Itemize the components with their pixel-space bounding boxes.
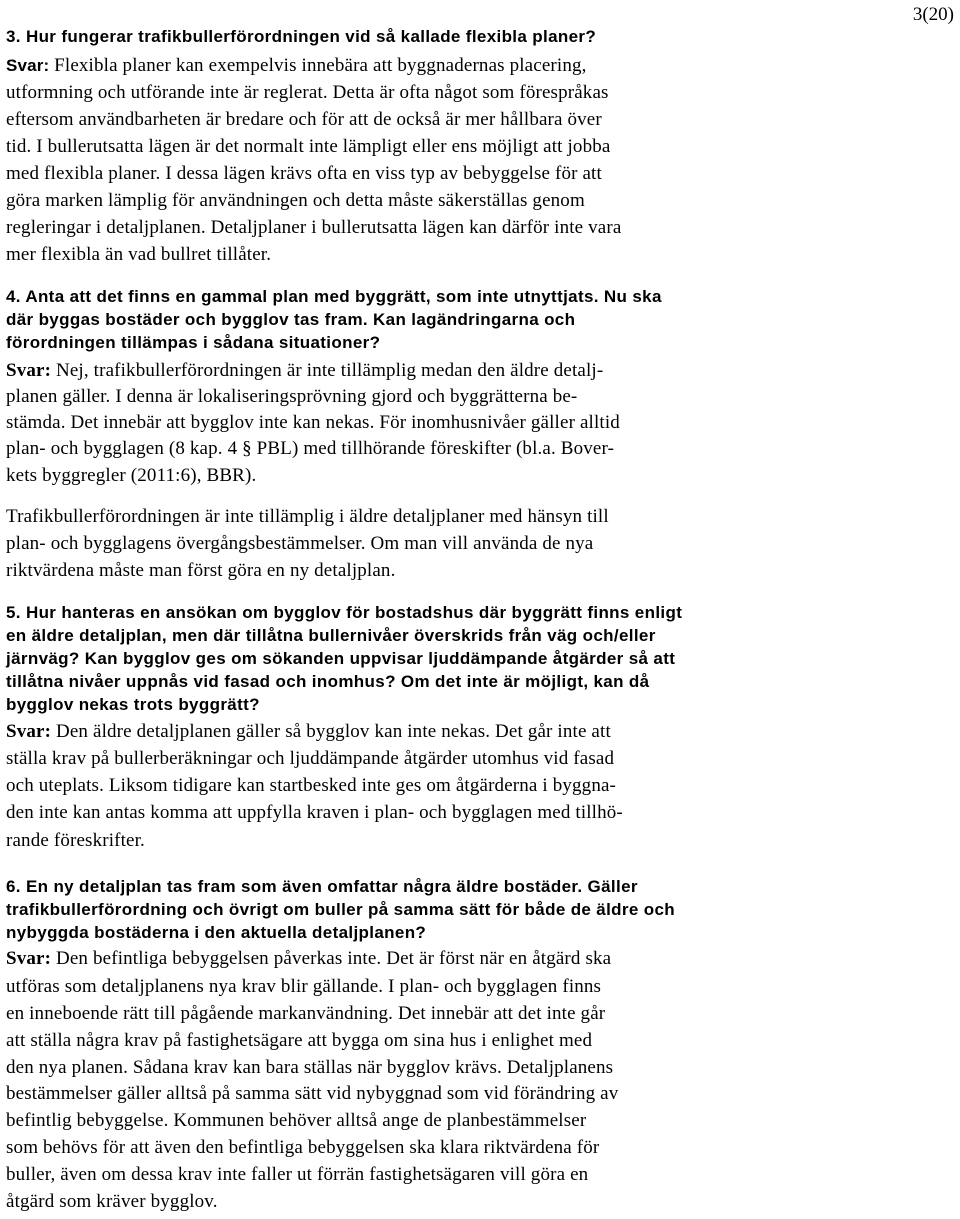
answer-3-line-1: Svar: Flexibla planer kan exempelvis innebära att byggnadernas placering,: [6, 55, 587, 76]
answer-6-line-8: som behövs för att även den befintliga bebyggelsen ska klara riktvärdena för: [6, 1137, 600, 1158]
answer-3-line-2: utformning och utförande inte är reglerat. Detta är ofta något som förespråkas: [6, 82, 609, 103]
answer-label: Svar:: [6, 360, 52, 381]
question-4-line-1: 4. Anta att det finns en gammal plan med byggrätt, som inte utnyttjats. Nu ska: [6, 287, 662, 306]
answer-4-line-5: kets byggregler (2011:6), BBR).: [6, 465, 257, 486]
answer-6-line-5: den nya planen. Sådana krav kan bara ställas när bygglov krävs. Detaljplanens: [6, 1057, 614, 1078]
answer-3-line-3: eftersom användbarheten är bredare och för att de också är mer hållbara över: [6, 109, 602, 130]
question-5-line-5: bygglov nekas trots byggrätt?: [6, 695, 260, 714]
answer-5-line-2: ställa krav på bullerberäkningar och ljuddämpande åtgärder utomhus vid fasad: [6, 748, 615, 769]
answer-6-line-1: Svar: Den befintliga bebyggelsen påverkas inte. Det är först när en åtgärd ska: [6, 948, 612, 969]
answer-6-line-7: befintlig bebyggelse. Kommunen behöver alltså ange de planbestämmelser: [6, 1110, 587, 1131]
question-4-line-3: förordningen tillämpas i sådana situationer?: [6, 333, 381, 352]
question-6-line-1: 6. En ny detaljplan tas fram som även omfattar några äldre bostäder. Gäller: [6, 877, 638, 896]
answer-5-line-5: rande föreskrifter.: [6, 830, 145, 851]
answer-3-line-7: regleringar i detaljplanen. Detaljplaner i bullerutsatta lägen kan därför inte vara: [6, 217, 622, 238]
answer-6-line-2: utföras som detaljplanens nya krav blir gällande. I plan- och bygglagen finns: [6, 976, 602, 997]
answer-4-line-3: stämda. Det innebär att bygglov inte kan nekas. För inomhusnivåer gäller alltid: [6, 412, 620, 433]
answer-6-line-4: att ställa några krav på fastighetsägare att bygga om sina hus i enlighet med: [6, 1030, 593, 1051]
question-4-line-2: där byggas bostäder och bygglov tas fram. Kan lagändringarna och: [6, 310, 576, 329]
answer-label: Svar:: [6, 948, 52, 969]
answer-4-line-2: planen gäller. I denna är lokaliseringsprövning gjord och byggrätterna be-: [6, 386, 578, 407]
question-5-line-4: tillåtna nivåer uppnås vid fasad och inomhus? Om det inte är möjligt, kan då: [6, 672, 650, 691]
answer-6-line-3: en inneboende rätt till pågående markanvändning. Det innebär att det inte går: [6, 1003, 606, 1024]
page-number: 3(20): [912, 4, 954, 25]
question-6-line-3: nybyggda bostäderna i den aktuella detaljplanen?: [6, 923, 427, 942]
answer-4-line-1: Svar: Nej, trafikbullerförordningen är inte tillämplig medan den äldre detalj-: [6, 360, 604, 381]
answer-5-line-3: och uteplats. Liksom tidigare kan startbesked inte ges om åtgärderna i byggna-: [6, 775, 617, 796]
answer-3-line-8: mer flexibla än vad bullret tillåter.: [6, 244, 272, 265]
answer-4-para2-line-3: riktvärdena måste man först göra en ny detaljplan.: [6, 560, 396, 581]
question-5-line-3: järnväg? Kan bygglov ges om sökanden uppvisar ljuddämpande åtgärder så att: [6, 649, 676, 668]
answer-3-line-5: med flexibla planer. I dessa lägen krävs ofta en viss typ av bebyggelse för att: [6, 163, 602, 184]
question-5-line-1: 5. Hur hanteras en ansökan om bygglov för bostadshus där byggrätt finns enligt: [6, 603, 683, 622]
answer-4-line-4: plan- och bygglagen (8 kap. 4 § PBL) med tillhörande föreskifter (bl.a. Bover-: [6, 438, 615, 459]
answer-label: Svar:: [6, 56, 50, 75]
question-6-line-2: trafikbullerförordning och övrigt om buller på samma sätt för både de äldre och: [6, 900, 676, 919]
question-3-line-1: 3. Hur fungerar trafikbullerförordningen vid så kallade flexibla planer?: [6, 27, 597, 46]
answer-3-line-6: göra marken lämplig för användningen och detta måste säkerställas genom: [6, 190, 585, 211]
answer-6-line-6: bestämmelser gäller alltså på samma sätt vid nybyggnad som vid förändring av: [6, 1083, 619, 1104]
answer-label: Svar:: [6, 721, 52, 742]
answer-4-para2-line-2: plan- och bygglagens övergångsbestämmelser. Om man vill använda de nya: [6, 533, 594, 554]
answer-6-line-9: buller, även om dessa krav inte faller ut förrän fastighetsägaren vill göra en: [6, 1164, 589, 1185]
answer-5-line-4: den inte kan antas komma att uppfylla kraven i plan- och bygglagen med tillhö-: [6, 802, 623, 823]
question-5-line-2: en äldre detaljplan, men där tillåtna bullernivåer överskrids från väg och/eller: [6, 626, 656, 645]
answer-4-para2-line-1: Trafikbullerförordningen är inte tillämplig i äldre detaljplaner med hänsyn till: [6, 506, 609, 527]
answer-6-line-10: åtgärd som kräver bygglov.: [6, 1191, 218, 1212]
answer-5-line-1: Svar: Den äldre detaljplanen gäller så bygglov kan inte nekas. Det går inte att: [6, 721, 611, 742]
answer-3-line-4: tid. I bullerutsatta lägen är det normalt inte lämpligt eller ens möjligt att jobba: [6, 136, 611, 157]
